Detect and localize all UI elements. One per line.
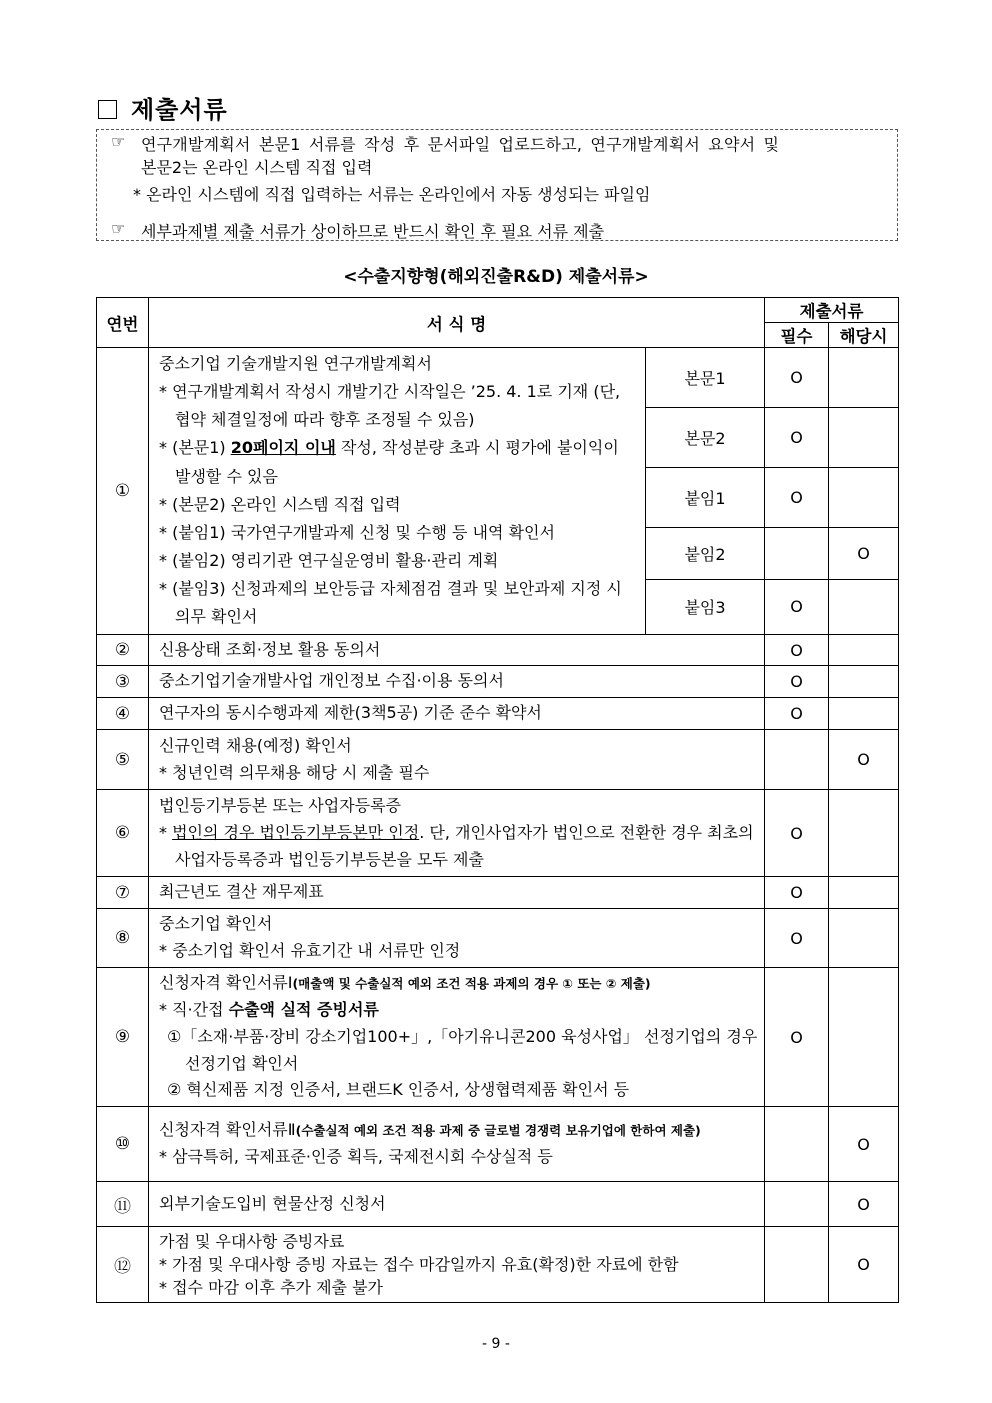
documents-table [96, 297, 899, 1303]
row-title: 중소기업 확인서 [159, 914, 273, 934]
conditional-cell [829, 468, 899, 528]
notice-line-1: 연구개발계획서 본문1 서류를 작성 후 문서파일 업로드하고, 연구개발계획서 요약서 및 [141, 135, 780, 154]
row-note: * 삼극특허, 국제표준·인증 획득, 국제전시회 수상실적 등 [159, 1147, 553, 1167]
conditional-cell [829, 580, 899, 634]
pointing-hand-icon: ☞ [111, 219, 126, 238]
conditional-cell [829, 909, 899, 968]
required-mark: O [765, 580, 829, 634]
row-description [149, 909, 765, 968]
part-label: 본문1 [646, 348, 765, 408]
conditional-cell [829, 408, 899, 468]
row-title: 중소기업기술개발사업 개인정보 수집·이용 동의서 [149, 666, 765, 698]
row-option: ①「소재·부품·장비 강소기업100+」,「아기유니콘200 육성사업」 선정기업의 경우 선정기업 확인서 [167, 1026, 758, 1073]
row-note: * 가점 및 우대사항 증빙 자료는 접수 마감일까지 유효(확정)한 자료에 한함 [159, 1255, 679, 1275]
row-title: 법인등기부등본 또는 사업자등록증 [159, 795, 402, 815]
header-required: 필수 [765, 323, 829, 348]
row-note: * (붙임2) 영리기관 연구실운영비 활용·관리 계획 [159, 551, 499, 571]
row-number: ③ [97, 666, 149, 698]
row-number: ⑩ [97, 1107, 149, 1182]
required-mark: O [765, 967, 829, 1106]
row-description [149, 1227, 765, 1303]
row-number: ⑫ [97, 1227, 149, 1303]
row-note: * 접수 마감 이후 추가 제출 불가 [159, 1278, 383, 1298]
row-number: ⑦ [97, 877, 149, 909]
row-number: ④ [97, 698, 149, 730]
conditional-cell [829, 634, 899, 666]
row-note: * (본문1) 20페이지 이내 작성, 작성분량 초과 시 평가에 불이익이 발생할 수 있음 [159, 438, 619, 486]
header-name: 서 식 명 [149, 298, 765, 348]
required-mark: O [765, 698, 829, 730]
row-title: 최근년도 결산 재무제표 [149, 877, 765, 909]
required-cell [765, 1182, 829, 1227]
row-number: ⑧ [97, 909, 149, 968]
page-number: - 9 - [482, 1336, 510, 1352]
row-note: * 중소기업 확인서 유효기간 내 서류만 인정 [159, 941, 461, 961]
conditional-mark: O [829, 1107, 899, 1182]
table-caption: <수출지향형(해외진출R&D) 제출서류> [343, 267, 649, 287]
conditional-cell [829, 967, 899, 1106]
required-mark: O [765, 468, 829, 528]
conditional-cell [829, 877, 899, 909]
notice-line-1b: 본문2는 온라인 시스템 직접 입력 [141, 158, 373, 177]
header-conditional: 해당시 [829, 323, 899, 348]
conditional-cell [829, 348, 899, 408]
checkbox-icon [98, 100, 117, 119]
header-submit: 제출서류 [765, 298, 899, 323]
section-title: 제출서류 [98, 90, 228, 125]
required-cell [765, 1227, 829, 1303]
row-number: ⑪ [97, 1182, 149, 1227]
conditional-mark: O [829, 528, 899, 580]
row-title: 중소기업 기술개발지원 연구개발계획서 [159, 354, 432, 373]
required-mark: O [765, 634, 829, 666]
part-label: 붙임3 [646, 580, 765, 634]
row-note: * (붙임3) 신청과제의 보안등급 자체점검 결과 및 보안과제 지정 시 의무 확인서 [159, 579, 622, 627]
conditional-mark: O [829, 1227, 899, 1303]
required-mark: O [765, 348, 829, 408]
required-cell [765, 1107, 829, 1182]
pointing-hand-icon: ☞ [111, 132, 126, 151]
row-number: ⑨ [97, 967, 149, 1106]
notice-box [96, 129, 898, 241]
row-option: ② 혁신제품 지정 인증서, 브랜드K 인증서, 상생협력제품 확인서 등 [167, 1080, 630, 1100]
conditional-mark: O [829, 1182, 899, 1227]
row-note: * 법인의 경우 법인등기부등본만 인정. 단, 개인사업자가 법인으로 전환한 경우 최초의 사업자등록증과 법인등기부등본을 모두 제출 [159, 822, 754, 869]
part-label: 붙임1 [646, 468, 765, 528]
required-cell [765, 528, 829, 580]
row-note: * 연구개발계획서 작성시 개발기간 시작일은 ’25. 4. 1로 기재 (단, 협약 체결일정에 따라 향후 조정될 수 있음) [159, 382, 621, 430]
notice-line-2: * 온라인 시스템에 직접 입력하는 서류는 온라인에서 자동 생성되는 파일임 [133, 185, 651, 204]
row-description [149, 790, 765, 877]
row-number: ⑥ [97, 790, 149, 877]
row-number: ② [97, 634, 149, 666]
row-title: 연구자의 동시수행과제 제한(3책5공) 기준 준수 확약서 [149, 698, 765, 730]
header-no: 연번 [97, 298, 149, 348]
required-mark: O [765, 666, 829, 698]
conditional-mark: O [829, 730, 899, 790]
row-description [149, 1107, 765, 1182]
required-cell [765, 730, 829, 790]
required-mark: O [765, 909, 829, 968]
row-title: 외부기술도입비 현물산정 신청서 [149, 1182, 765, 1227]
row-title: 신용상태 조회·정보 활용 동의서 [149, 634, 765, 666]
row-note: * (붙임1) 국가연구개발과제 신청 및 수행 등 내역 확인서 [159, 522, 555, 542]
row-note: * 청년인력 의무채용 해당 시 제출 필수 [159, 762, 430, 782]
row-title: 가점 및 우대사항 증빙자료 [159, 1232, 345, 1252]
conditional-cell [829, 666, 899, 698]
required-mark: O [765, 877, 829, 909]
conditional-cell [829, 698, 899, 730]
row-description [149, 730, 765, 790]
row-title: 신청자격 확인서류Ⅰ(매출액 및 수출실적 예외 조건 적용 과제의 경우 ① 또는 ② 제출) [159, 972, 651, 992]
notice-line-3: 세부과제별 제출 서류가 상이하므로 반드시 확인 후 필요 서류 제출 [141, 222, 605, 241]
row-1-description [149, 348, 646, 635]
row-number: ⑤ [97, 730, 149, 790]
part-label: 본문2 [646, 408, 765, 468]
conditional-cell [829, 790, 899, 877]
part-label: 붙임2 [646, 528, 765, 580]
row-description [149, 967, 765, 1106]
row-note: * (본문2) 온라인 시스템 직접 입력 [159, 494, 401, 514]
row-title: 신규인력 채용(예정) 확인서 [159, 735, 352, 755]
required-mark: O [765, 408, 829, 468]
row-title: 신청자격 확인서류Ⅱ(수출실적 예외 조건 적용 과제 중 글로벌 경쟁력 보유기업에 한하여 제출) [159, 1120, 701, 1140]
row-number: ① [97, 348, 149, 635]
required-mark: O [765, 790, 829, 877]
row-note: * 직·간접 수출액 실적 증빙서류 [159, 999, 379, 1019]
